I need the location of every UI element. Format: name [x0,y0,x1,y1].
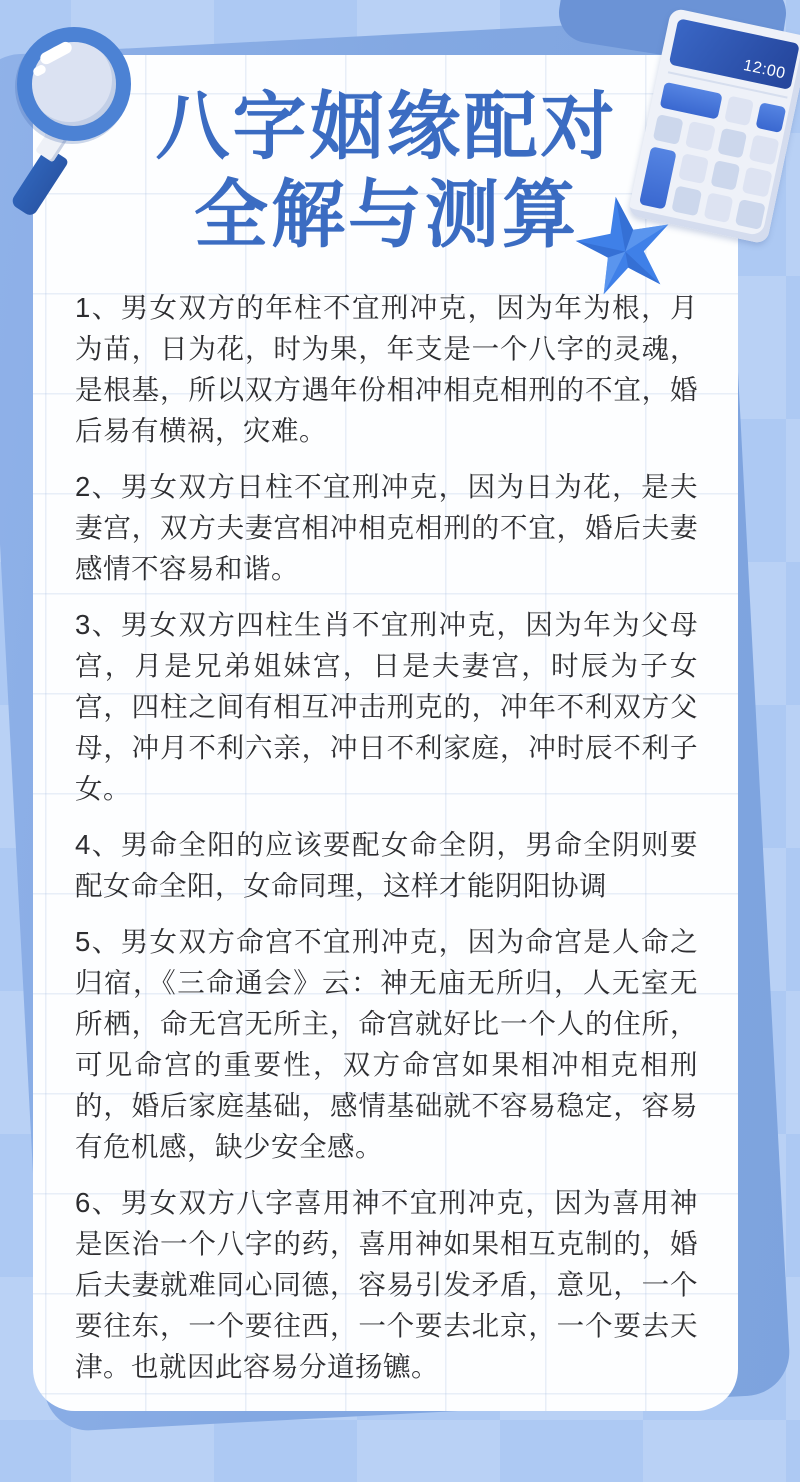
calculator-key [742,167,773,198]
paragraph-5: 5、男女双方命宫不宜刑冲克，因为命宫是人命之归宿，《三命通会》云：神无庙无所归，人无室无所栖，命无宫无所主，命宫就好比一个人的住所，可见命宫的重要性，双方命宫如果相冲相克相刑的，婚后家庭基础，感情基础就不容易稳定，容易有危机感，缺少安全感。 [75,926,698,1162]
calculator-key [671,185,702,216]
body-text [75,287,698,1387]
calculator-key [685,121,716,152]
title-line-1: 八字姻缘配对 [155,85,618,168]
calculator-key [678,153,709,184]
calculator-key [749,135,780,166]
star-icon [568,186,680,301]
magnifier-lens [17,27,131,141]
calculator-key [710,160,741,191]
paragraph-2: 2、男女双方日柱不宜刑冲克，因为日为花，是夫妻宫，双方夫妻宫相冲相克相刑的不宜，婚后夫妻感情不容易和谐。 [75,471,698,584]
title-line-2: 全解与测算 [194,173,579,256]
paragraph-1: 1、男女双方的年柱不宜刑冲克，因为年为根，月为苗，日为花，时为果，年支是一个八字的灵魂，是根基，所以双方遇年份相冲相克相刑的不宜，婚后易有横祸，灾难。 [75,292,698,446]
calculator-time: 12:00 [741,56,787,83]
magnifier-icon [0,0,220,240]
paragraph-3: 3、男女双方四柱生肖不宜刑冲克，因为年为父母宫，月是兄弟姐妹宫，日是夫妻宫，时辰为子女宫，四柱之间有相互冲击刑克的，冲年不利双方父母，冲月不利六亲，冲日不利家庭，冲时辰不利子女。 [75,609,698,804]
magnifier-handle [10,146,70,218]
calculator-key [717,128,748,159]
calculator-key [653,114,684,145]
calculator-key [735,199,766,230]
paragraph-6: 6、男女双方八字喜用神不宜刑冲克，因为喜用神是医治一个八字的药，喜用神如果相互克制的，婚后夫妻就难同心同德，容易引发矛盾，意见，一个要往东，一个要往西，一个要去北京，一个要去天津。也就因此容易分道扬镳。 [75,1187,698,1382]
calculator-key [703,192,734,223]
calculator-key [660,82,723,120]
paragraph-4: 4、男命全阳的应该要配女命全阴，男命全阴则要配女命全阳，女命同理，这样才能阴阳协调 [75,829,698,901]
calculator-key [756,102,787,133]
calculator-key [724,95,755,126]
